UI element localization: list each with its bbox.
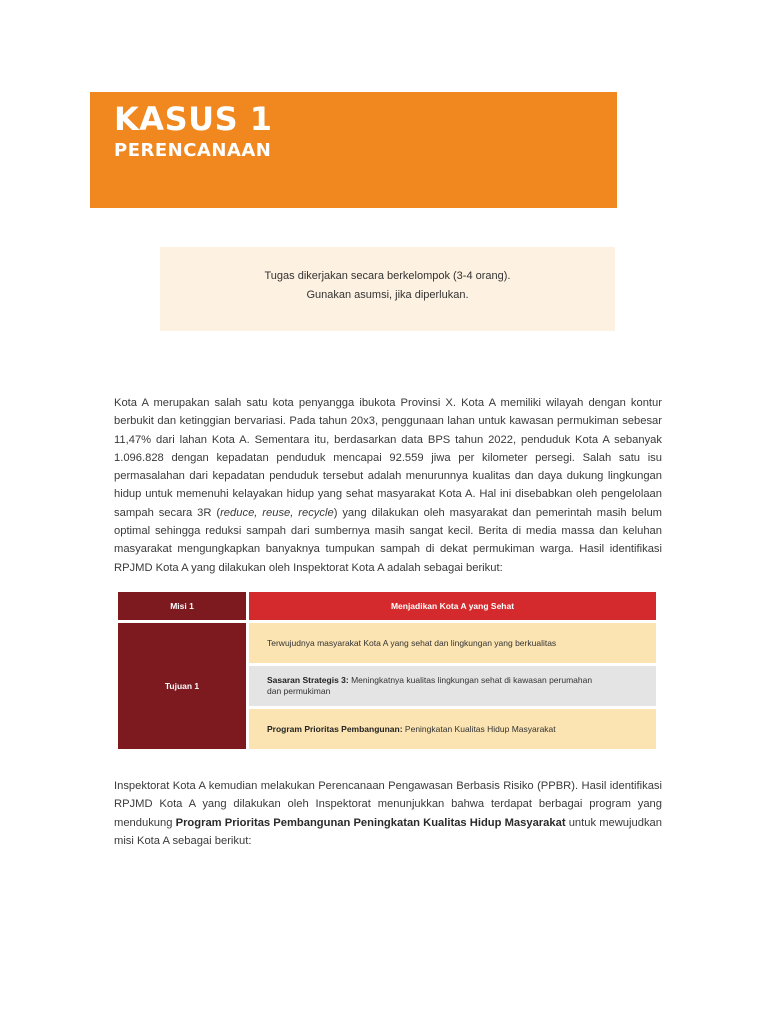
row-2-bold: Sasaran Strategis 3: [267, 675, 349, 685]
row-1-text: Terwujudnya masyarakat Kota A yang sehat dan lingkungan yang berkualitas [267, 637, 557, 648]
paragraph1-text-b: ) yang dilakukan oleh masyarakat dan pemerintah masih belum optimal sehingga reduksi sampah dari sumbernya masih sangat kecil. Berita di media massa dan keluhan masyarakat mengungkapkan banyaknya tumpukan sampah di dekat permukiman warga. Hasil identifikasi RPJMD Kota A yang dilakukan oleh Inspektorat Kota A adalah sebagai berikut: [114, 506, 662, 574]
instruction-line-1: Tugas dikerjakan secara berkelompok (3-4 orang). [264, 270, 511, 282]
paragraph1-text-a: Kota A merupakan salah satu kota penyangga ibukota Provinsi X. Kota A memiliki wilayah dengan kontur berbukit dan ketinggian bervariasi. Pada tahun 20x3, penggunaan lahan untuk kawasan permukiman sebesar 11,47% dari lahan Kota A. Sementara itu, berdasarkan data BPS tahun 2022, penduduk Kota A sebanyak 1.096.828 dengan kepadatan penduduk mencapai 92.559 jiwa per kilometer persegi. Salah satu isu permasalahan dari kepadatan penduduk tersebut adalah menurunnya kualitas dan daya dukung lingkungan hidup untuk memenuhi kelayakan hidup yang sehat masyarakat Kota A. Hal ini disebabkan oleh pengelolaan sampah secara 3R ( [114, 397, 662, 519]
case-banner [90, 92, 617, 208]
paragraph2-text-b: untuk mewujudkan misi Kota A sebagai berikut: [114, 816, 663, 847]
case-subtitle: PERENCANAAN [114, 140, 272, 161]
instruction-line-2: Gunakan asumsi, jika diperlukan. [306, 289, 469, 301]
misi-value-cell: Menjadikan Kota A yang Sehat [249, 592, 656, 620]
row-3-text: Peningkatan Kualitas Hidup Masyarakat [402, 723, 556, 734]
case-title: KASUS 1 [114, 100, 273, 138]
tujuan-label-cell: Tujuan 1 [118, 623, 246, 749]
paragraph2-text-a: Inspektorat Kota A kemudian melakukan Perencanaan Pengawasan Berbasis Risiko (PPBR). Hasil identifikasi RPJMD Kota A yang dilakukan oleh Inspektorat menunjukkan bahwa terdapat berbagai program yang mendukung [114, 780, 662, 829]
ppbr-paragraph [114, 777, 662, 850]
row-2-text: Meningkatnya kualitas lingkungan sehat di kawasan perumahan dan permukiman [267, 675, 593, 696]
table-row-sasaran [249, 666, 656, 706]
paragraph1-italic: reduce, reuse, recycle [220, 506, 334, 519]
misi-label-cell: Misi 1 [118, 592, 246, 620]
case-description-paragraph [114, 394, 662, 577]
instruction-box [160, 247, 615, 331]
row-3-bold: Program Prioritas Pembangunan: [267, 723, 403, 734]
table-row-tujuan [249, 623, 656, 663]
table-row-program [249, 709, 656, 749]
paragraph2-bold: Program Prioritas Pembangunan Peningkatan Kualitas Hidup Masyarakat [175, 816, 566, 829]
